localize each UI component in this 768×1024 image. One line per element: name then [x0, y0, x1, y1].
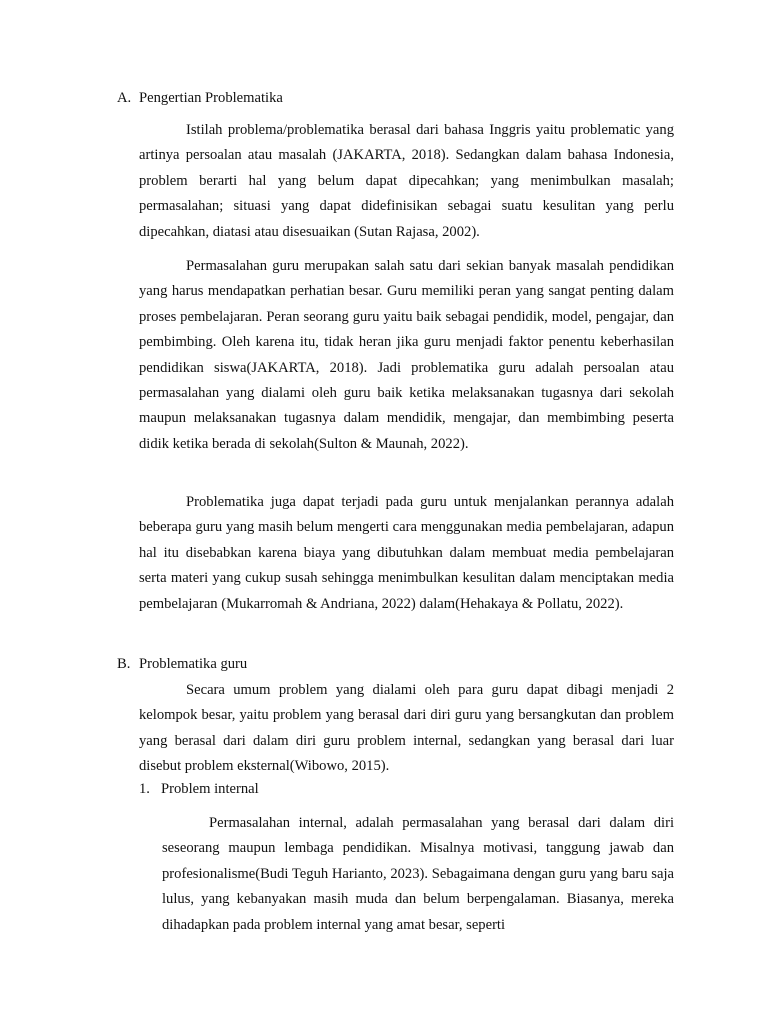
section-b-paragraph-1: Secara umum problem yang dialami oleh para guru dapat dibagi menjadi 2 kelompok besar, yaitu problem yang berasal dari diri guru yang bersangkutan dan problem yang berasal dari dalam diri guru problem internal, sedangkan yang berasal dari luar disebut problem eksternal(Wibowo, 2015). [139, 682, 674, 775]
section-b-title: Problematika guru [139, 656, 248, 672]
section-a-paragraph-3: Problematika juga dapat terjadi pada guru untuk menjalankan perannya adalah beberapa guru yang masih belum mengerti cara menggunakan media pembelajaran, adapun hal itu disebabkan karena biaya yang dibutuhkan dalam membuat media pembelajaran serta materi yang cukup susah sehingga menimbulkan kesulitan dalam menciptakan media pembelajaran (Mukarromah & Andriana, 2022) dalam(Hehakaya & Pollatu, 2022). [139, 494, 674, 612]
section-a-title: Pengertian Problematika [139, 90, 283, 106]
section-b-heading [117, 654, 247, 674]
section-a-paragraph-2: Permasalahan guru merupakan salah satu dari sekian banyak masalah pendidikan yang harus mendapatkan perhatian besar. Guru memiliki peran yang sangat penting dalam proses pembelajaran. Peran seorang guru yaitu baik sebagai pendidik, model, pengajar, dan pembimbing. Oleh karena itu, tidak heran jika guru menjadi faktor penentu keberhasilan pendidikan siswa(JAKARTA, 2018). Jadi problematika guru adalah persoalan atau permasalahan yang dialami oleh guru baik ketika melaksanakan tugasnya dari sekolah maupun melaksanakan tugasnya dalam mendidik, mengajar, dan membimbing peserta didik ketika berada di sekolah(Sulton & Maunah, 2022). [139, 258, 674, 452]
subsection-1-title: Problem internal [161, 781, 259, 797]
section-a-heading [117, 88, 283, 108]
subsection-1-marker: 1. [139, 781, 150, 797]
section-a-paragraph-1: Istilah problema/problematika berasal dari bahasa Inggris yaitu problematic yang artinya persoalan atau masalah (JAKARTA, 2018). Sedangkan dalam bahasa Indonesia, problem berarti hal yang belum dapat dipecahkan; yang menimbulkan masalah; permasalahan; situasi yang dapat didefinisikan sebagai suatu kesulitan yang perlu dipecahkan, diatasi atau disesuaikan (Sutan Rajasa, 2002). [139, 122, 674, 240]
section-a-marker: A. [117, 90, 132, 106]
subsection-1-heading [139, 779, 259, 799]
subsection-1-paragraph-1: Permasalahan internal, adalah permasalahan yang berasal dari dalam diri seseorang maupun lembaga pendidikan. Misalnya motivasi, tanggung jawab dan profesionalisme(Budi Teguh Harianto, 2023). Sebagaimana dengan guru yang baru saja lulus, yang kebanyakan masih muda dan belum berpengalaman. Biasanya, mereka dihadapkan pada problem internal yang amat besar, seperti [162, 815, 674, 933]
section-b-marker: B. [117, 656, 131, 672]
